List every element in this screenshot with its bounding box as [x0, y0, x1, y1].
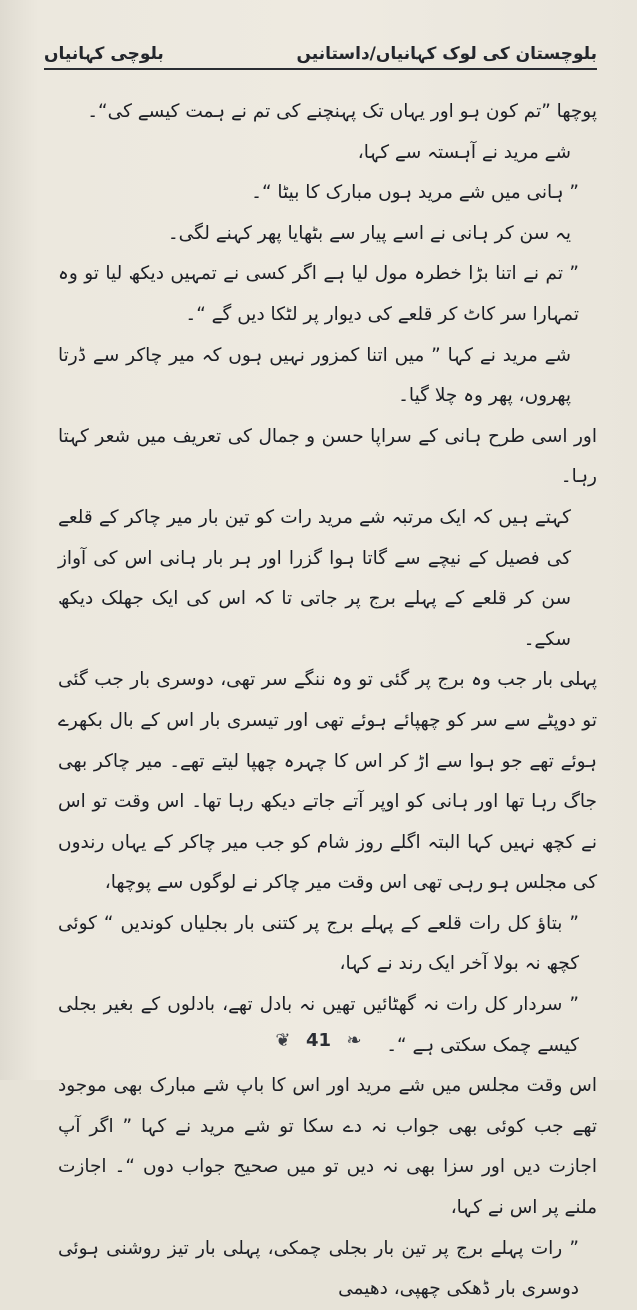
paragraph: کہتے ہیں کہ ایک مرتبہ شے مرید رات کو تین بار میر چاکر کے قلعے کی فصیل کے نیچے سے گاتا ہوا گزرا اور ہر بار ہانی اس کی آواز سن کر قلعے کے پہلے برج پر جاتی تا کہ اس کی ایک جھلک دیکھ سکے۔ [58, 506, 571, 650]
paragraph: ” تم نے اتنا بڑا خطرہ مول لیا ہے اگر کسی نے تمہیں دیکھ لیا تو وہ تمہارا سر کاٹ کر قلعے کی دیوار پر لٹکا دیں گے “۔ [58, 263, 579, 325]
running-header [44, 28, 597, 70]
page-footer [0, 1024, 637, 1056]
paragraph: ” رات پہلے برج پر تین بار بجلی چمکی، پہلی بار تیز روشنی ہوئی دوسری بار ڈھکی چھپی، دھیمی [58, 1237, 579, 1300]
paragraph: یہ سن کر ہانی نے اسے پیار سے بٹھایا پھر کہنے لگی۔ [167, 222, 571, 244]
paragraph: شے مرید نے آہستہ سے کہا، [357, 141, 571, 163]
paragraph: ” ہانی میں شے مرید ہوں مبارک کا بیٹا “۔ [251, 182, 579, 204]
page-number: 41 [305, 1029, 332, 1051]
paragraph: پہلی بار جب وہ برج پر گئی تو وہ ننگے سر تھی، دوسری بار جب گئی تو دوپٹے سے سر کو چھپائے ہوئے تھی اور تیسری بار اس کے بال بکھرے ہوئے تھے جو ہوا سے اڑ کر اس کا چہرہ چھپا لیتے تھے۔ میر چاکر بھی جاگ رہا تھا اور ہانی کو اوپر آتے جاتے دیکھ رہا تھا۔ اس وقت تو اس نے کچھ نہیں کہا البتہ اگلے روز شام کو جب میر چاکر کے یہاں رندوں کی مجلس ہو رہی تھی اس وقت میر چاکر نے لوگوں سے پوچھا، [58, 669, 597, 894]
paragraph: ” سردار کل رات نہ گھٹائیں تھیں نہ بادل تھے، بادلوں کے بغیر بجلی کیسے چمک سکتی ہے “۔ [58, 994, 579, 1056]
book-title: بلوچستان کی لوک کہانیاں/داستانیں [296, 44, 597, 64]
paragraph: شے مرید نے کہا ” میں اتنا کمزور نہیں ہوں کہ میر چاکر سے ڈرتا پھروں، پھر وہ چلا گیا۔ [58, 344, 571, 407]
paragraph: ” بتاؤ کل رات قلعے کے پہلے برج پر کتنی بار بجلیاں کوندیں “ کوئی کچھ نہ بولا آخر ایک رند نے کہا، [58, 912, 579, 975]
body-text [58, 92, 597, 1310]
paragraph: اور اسی طرح ہانی کے سراپا حسن و جمال کی تعریف میں شعر کہتا رہا۔ [58, 425, 597, 488]
section-title: بلوچی کہانیاں [44, 44, 164, 64]
paragraph: اس وقت مجلس میں شے مرید اور اس کا باپ شے مبارک بھی موجود تھے جب کوئی بھی جواب نہ دے سکا تو شے مرید نے کہا ” اگر آپ اجازت دیں اور سزا بھی نہ دیں تو میں صحیح جواب دوں “۔ اجازت ملنے پر اس نے کہا، [58, 1075, 597, 1219]
ornament-left-icon: ❦ [275, 1029, 291, 1051]
paragraph: پوچھا ”تم کون ہو اور یہاں تک پہنچنے کی تم نے ہمت کیسے کی“۔ [87, 101, 597, 122]
ornament-right-icon: ❧ [346, 1029, 362, 1051]
